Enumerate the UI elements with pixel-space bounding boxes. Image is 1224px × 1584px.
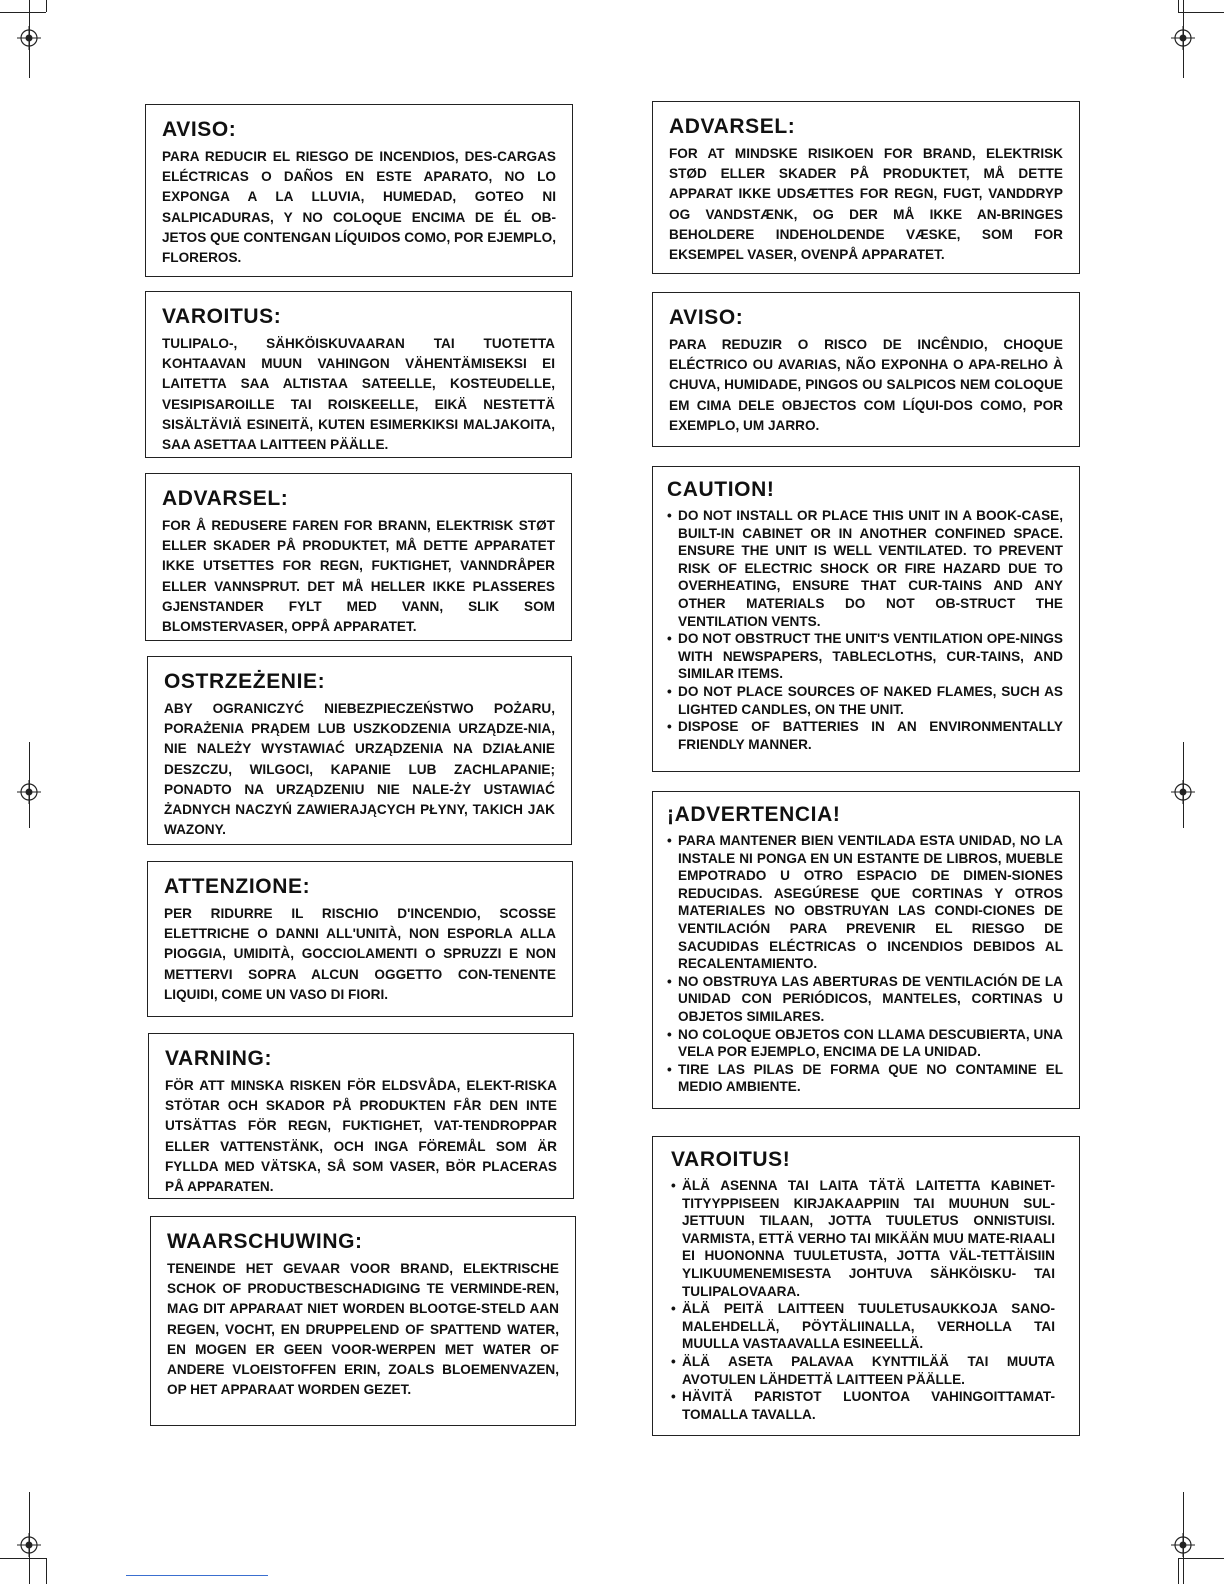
warning-text: TULIPALO-, SÄHKÖISKUVAARAN TAI TUOTETTA KOHTAAVAN MUUN VAHINGON VÄHENTÄMISEKSI EI LAITETTA SAA ALTISTAA SATEELLE, KOSTEUDELLE, VESIPISAROILLE TAI ROISKEELLE, EIKÄ NESTETTÄ SISÄLTÄVIÄ ESINEITÄ, KUTEN ESIMERKIKSI MALJAKOITA, SAA ASETTAA LAITTEEN PÄÄLLE. (162, 336, 555, 453)
warning-box-norwegian (145, 473, 572, 641)
list-item: • DO NOT INSTALL OR PLACE THIS UNIT IN A BOOK-CASE, BUILT-IN CABINET OR IN ANOTHER CONFINED SPACE. ENSURE THE UNIT IS WELL VENTILATED. TO PREVENT RISK OF ELECTRIC SHOCK OR FIRE HAZARD DUE TO OVERHEATING, ENSURE THAT CUR-TAINS AND ANY OTHER MATERIALS DO NOT OB-STRUCT THE VENTILATION VENTS. (667, 507, 1063, 630)
warning-title: AVISO: (669, 306, 744, 329)
warning-title: AVISO: (162, 118, 237, 141)
caution-box-spanish (652, 791, 1080, 1109)
list-item: • ÄLÄ PEITÄ LAITTEEN TUULETUSAUKKOJA SANO-MALEHDELLÄ, PÖYTÄLIINALLA, VERHOLLA TAI MUULLA VASTAAVALLA ESINEELLÄ. (671, 1300, 1055, 1353)
warning-title: ATTENZIONE: (164, 875, 311, 898)
list-item: • DO NOT PLACE SOURCES OF NAKED FLAMES, SUCH AS LIGHTED CANDLES, ON THE UNIT. (667, 683, 1063, 718)
list-item: • DO NOT OBSTRUCT THE UNIT'S VENTILATION OPE-NINGS WITH NEWSPAPERS, TABLECLOTHS, CUR-TAINS, AND SIMILAR ITEMS. (667, 630, 1063, 683)
warning-text: TENEINDE HET GEVAAR VOOR BRAND, ELEKTRISCHE SCHOK OF PRODUCTBESCHADIGING TE VERMINDE-REN, MAG DIT APPARAAT NIET WORDEN BLOOTGE-STELD AAN REGEN, VOCHT, EN DRUPPELEND OF SPATTEND WATER, EN MOGEN ER GEEN VOOR-WERPEN MET WATER OF ANDERE VLOEISTOFFEN ERIN, ZOALS BLOEMENVAZEN, OP HET APPARAAT WORDEN GEZET. (167, 1261, 559, 1398)
warning-box-finnish (145, 291, 572, 458)
warning-title: ¡ADVERTENCIA! (667, 803, 841, 826)
warning-title: VAROITUS! (671, 1148, 791, 1171)
crop-mark (29, 1492, 30, 1584)
warning-text: PARA REDUZIR O RISCO DE INCÊNDIO, CHOQUE ELÉCTRICO OU AVARIAS, NÃO EXPONHA O APA-RELHO À CHUVA, HUMIDADE, PINGOS OU SALPICOS NEM COLOQUE EM CIMA DELE OBJECTOS COM LÍQUI-DOS COMO, POR EXEMPLO, UM JARRO. (669, 337, 1063, 433)
warning-box-italian (147, 861, 573, 1017)
crop-mark (1178, 0, 1179, 12)
crop-mark (1183, 742, 1184, 828)
warning-title: VAROITUS: (162, 305, 282, 328)
crop-mark (1178, 1558, 1179, 1584)
warning-text: ABY OGRANICZYĆ NIEBEZPIECZEŃSTWO POŻARU, PORAŻENIA PRĄDEM LUB USZKODZENIA URZĄDZE-NIA, NIE NALEŻY WYSTAWIAĆ URZĄDZENIA NA DZIAŁANIE DESZCZU, WILGOCI, KAPANIE LUB ZACHLAPANIE; PONADTO NA URZĄDZENIU NIE NALE-ŻY USTAWIAĆ ŻADNYCH NACZYŃ ZAWIERAJĄCYCH PŁYNY, TAKICH JAK WAZONY. (164, 701, 555, 838)
crop-mark (46, 1558, 47, 1584)
list-item: • ÄLÄ ASETA PALAVAA KYNTTILÄÄ TAI MUUTA AVOTULEN LÄHDETTÄ LAITTEEN PÄÄLLE. (671, 1353, 1055, 1388)
caution-box-finnish (652, 1136, 1080, 1436)
caution-list (667, 507, 1063, 753)
caution-list (671, 1177, 1055, 1423)
crop-mark (0, 12, 46, 13)
crop-mark (1178, 12, 1224, 13)
warning-box-spanish (145, 104, 573, 277)
caution-box-english (652, 466, 1080, 772)
warning-text: FOR Å REDUSERE FAREN FOR BRANN, ELEKTRISK STØT ELLER SKADER PÅ PRODUKTET, MÅ DETTE APPARATET IKKE UTSETTES FOR REGN, FUKTIGHET, VANNDRÅPER ELLER VANNSPRUT. DET MÅ HELLER IKKE PLASSERES GJENSTANDER FYLT MED VANN, SLIK SOM BLOMSTERVASER, OPPÅ APPARATET. (162, 518, 555, 635)
warning-title: WAARSCHUWING: (167, 1230, 363, 1253)
warning-title: OSTRZEŻENIE: (164, 670, 326, 693)
crop-mark (1183, 1492, 1184, 1584)
crop-mark (29, 0, 30, 78)
crop-mark (46, 0, 47, 12)
warning-box-polish (147, 656, 572, 845)
warning-title: ADVARSEL: (162, 487, 289, 510)
list-item: • TIRE LAS PILAS DE FORMA QUE NO CONTAMINE EL MEDIO AMBIENTE. (667, 1061, 1063, 1096)
crop-mark (0, 1558, 46, 1559)
list-item: • DISPOSE OF BATTERIES IN AN ENVIRONMENTALLY FRIENDLY MANNER. (667, 718, 1063, 753)
footer-rule (126, 1575, 268, 1576)
list-item: • PARA MANTENER BIEN VENTILADA ESTA UNIDAD, NO LA INSTALE NI PONGA EN UN ESTANTE DE LIBROS, MUEBLE EMPOTRADO U OTRO ESPACIO DE DIMEN-SIONES REDUCIDAS. ASEGÚRESE QUE CORTINAS Y OTROS MATERIALES NO OBSTRUYAN LAS CONDI-CIONES DE VENTILACIÓN PARA PREVENIR EL RIESGO DE SACUDIDAS ELÉCTRICAS O INCENDIOS DEBIDOS AL RECALENTAMIENTO. (667, 832, 1063, 973)
caution-list (667, 832, 1063, 1096)
warning-box-dutch (150, 1216, 576, 1426)
list-item: • ÄLÄ ASENNA TAI LAITA TÄTÄ LAITETTA KABINET-TITYYPPISEEN KIRJAKAAPPIIN TAI MUUHUN SUL-JETTUUN TILAAN, JOTTA TUULETUS ONNISTUISI. VARMISTA, ETTÄ VERHO TAI MIKÄÄN MUU MATE-RIAALI EI HUONONNA TUULETUSTA, JOTTA VÄL-TETTÄISIIN YLIKUUMENEMISESTA JOHTUVA SÄHKÖISKU- TAI TULIPALOVAARA. (671, 1177, 1055, 1300)
warning-text: FÖR ATT MINSKA RISKEN FÖR ELDSVÅDA, ELEKT-RISKA STÖTAR OCH SKADOR PÅ PRODUKTEN FÅR DEN INTE UTSÄTTAS FÖR REGN, FUKTIGHET, VAT-TENDROPPAR ELLER VATTENSTÄNK, OCH INGA FÖREMÅL SOM ÄR FYLLDA MED VÄTSKA, SÅ SOM VASER, BÖR PLACERAS PÅ APPARATEN. (165, 1078, 557, 1195)
warning-text: PER RIDURRE IL RISCHIO D'INCENDIO, SCOSSE ELETTRICHE O DANNI ALL'UNITÀ, NON ESPORLA ALLA PIOGGIA, UMIDITÀ, GOCCIOLAMENTI O SPRUZZI E NON METTERVI SOPRA ALCUN OGGETTO CON-TENENTE LIQUIDI, COME UN VASO DI FIORI. (164, 906, 556, 1002)
crop-mark (1178, 1558, 1224, 1559)
warning-box-swedish (148, 1033, 574, 1199)
warning-text: FOR AT MINDSKE RISIKOEN FOR BRAND, ELEKTRISK STØD ELLER SKADER PÅ PRODUKTET, MÅ DETTE APPARAT IKKE UDSÆTTES FOR REGN, FUGT, VANDDRYP OG VANDSTÆNK, OG DER MÅ IKKE AN-BRINGES BEHOLDERE INDEHOLDENDE VÆSKE, SOM FOR EKSEMPEL VASER, OVENPÅ APPARATET. (669, 146, 1063, 263)
list-item: • HÄVITÄ PARISTOT LUONTOA VAHINGOITTAMAT-TOMALLA TAVALLA. (671, 1388, 1055, 1423)
warning-box-danish (652, 101, 1080, 274)
warning-title: CAUTION! (667, 478, 775, 501)
warning-text: PARA REDUCIR EL RIESGO DE INCENDIOS, DES-CARGAS ELÉCTRICAS O DAÑOS EN ESTE APARATO, NO LO EXPONGA A LA LLUVIA, HUMEDAD, GOTEO NI SALPICADURAS, Y NO COLOQUE ENCIMA DE ÉL OB-JETOS QUE CONTENGAN LÍQUIDOS COMO, POR EJEMPLO, FLOREROS. (162, 149, 557, 266)
list-item: • NO COLOQUE OBJETOS CON LLAMA DESCUBIERTA, UNA VELA POR EJEMPLO, ENCIMA DE LA UNIDAD. (667, 1026, 1063, 1061)
warning-box-portuguese (652, 292, 1080, 447)
warning-title: ADVARSEL: (669, 115, 796, 138)
crop-mark (29, 742, 30, 828)
warning-title: VARNING: (165, 1047, 273, 1070)
crop-mark (1183, 0, 1184, 78)
list-item: • NO OBSTRUYA LAS ABERTURAS DE VENTILACIÓN DE LA UNIDAD CON PERIÓDICOS, MANTELES, CORTINAS U OBJETOS SIMILARES. (667, 973, 1063, 1026)
